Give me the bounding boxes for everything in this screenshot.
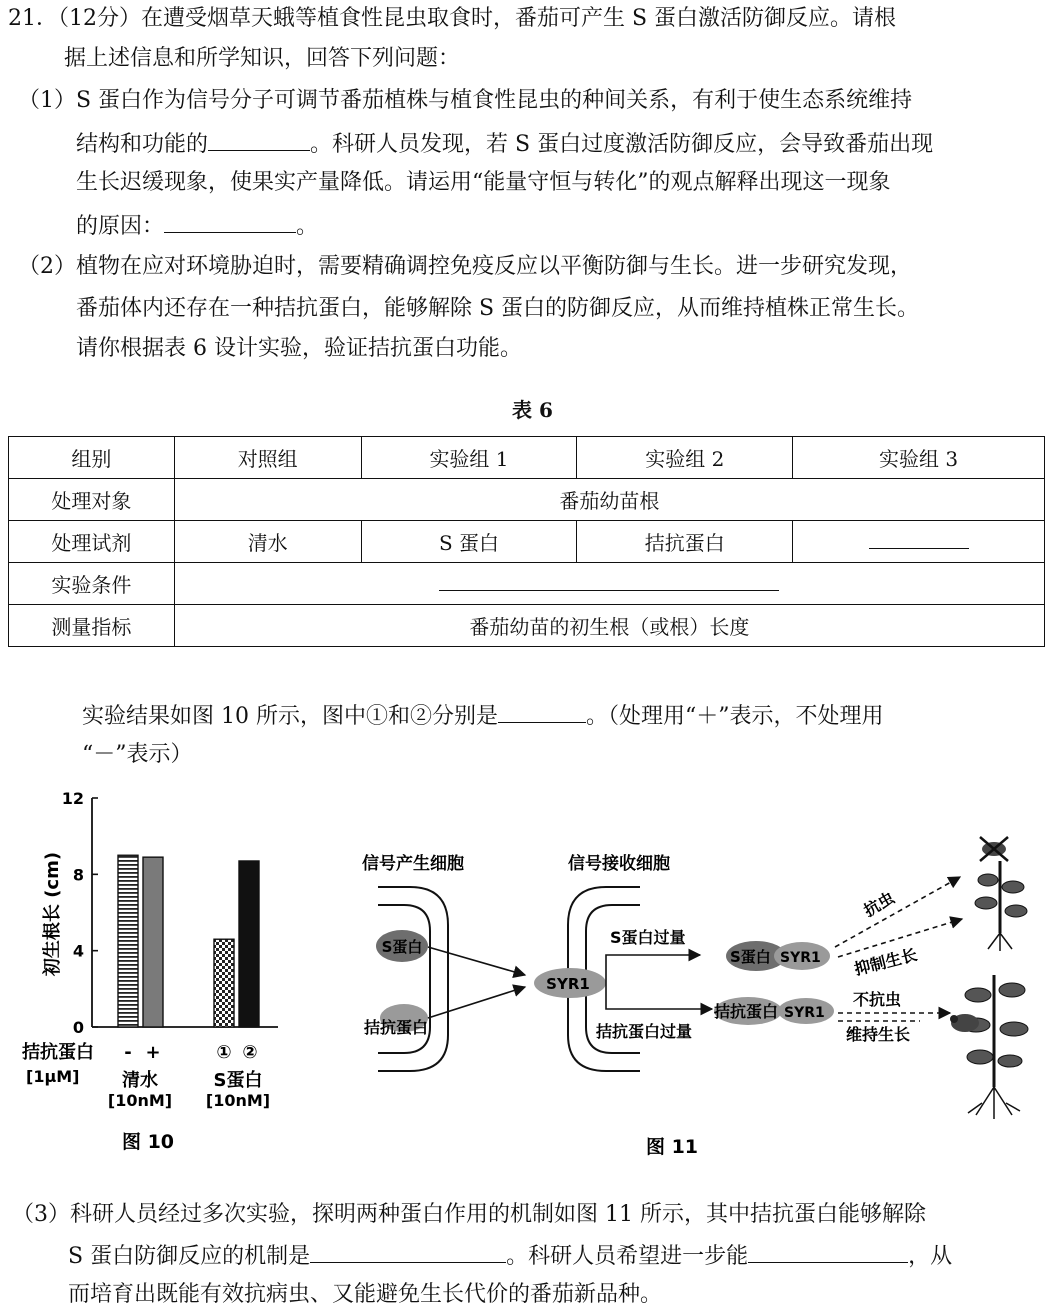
- question-intro-line-1: 21．（12分）在遭受烟草天蛾等植食性昆虫取食时，番茄可产生 S 蛋白激活防御反应。请根: [8, 6, 897, 31]
- bar-清水-0: [118, 855, 138, 1027]
- x-row-label: 拮抗蛋白: [22, 1042, 94, 1063]
- plant-icon-lower: [962, 975, 1028, 1119]
- y-tick-label: 8: [72, 865, 84, 885]
- table-cell[interactable]: [793, 521, 1045, 563]
- result-text: 。（处理用“＋”表示，不处理用: [585, 704, 884, 729]
- table-cell[interactable]: [174, 563, 1044, 605]
- part3-line-3: 而培育出既能有效抗病虫、又能避免生长代价的番茄新品种。: [68, 1282, 663, 1307]
- group-unit: [10nM]: [107, 1091, 173, 1110]
- category-label: ②: [242, 1042, 258, 1063]
- answer-blank-2[interactable]: [164, 210, 296, 233]
- result-line-2: “－”表示）: [82, 742, 193, 767]
- answer-blank-3[interactable]: [498, 700, 586, 723]
- s-to-receptor-arrow: [428, 947, 525, 975]
- plant-icon-upper: [975, 861, 1027, 951]
- answer-blank-reagent[interactable]: [869, 532, 969, 549]
- table-row: [9, 563, 1045, 605]
- table6-caption: 表 6: [512, 398, 553, 422]
- table-row-label: 实验条件: [9, 563, 175, 605]
- no-resist-label: 不抗虫: [853, 990, 902, 1009]
- table-row: [9, 437, 1045, 479]
- inhibit-label: 抑制生长: [852, 944, 920, 979]
- complex-a-receptor-label: SYR1: [784, 1005, 825, 1021]
- part1-line-3: 生长迟缓现象，使果实产量降低。请运用“能量守恒与转化”的观点解释出现这一现象: [76, 170, 891, 195]
- part3-text: ，从: [908, 1244, 953, 1269]
- antagonist-excess-label: 拮抗蛋白过量: [596, 1022, 693, 1041]
- table-cell: 番茄幼苗的初生根（或根）长度: [174, 605, 1044, 647]
- part3-line-1: （3）科研人员经过多次实验，探明两种蛋白作用的机制如图 11 所示，其中拮抗蛋白能够解除: [12, 1202, 926, 1227]
- part2-line-3: 请你根据表 6 设计实验，验证拮抗蛋白功能。: [76, 336, 522, 361]
- question-intro-line-2: 据上述信息和所学知识，回答下列问题：: [64, 46, 461, 71]
- part2-line-2: 番茄体内还存在一种拮抗蛋白，能够解除 S 蛋白的防御反应，从而维持植株正常生长。: [76, 296, 920, 321]
- branch-upper-arrow: [606, 955, 700, 983]
- table-header-cell: 实验组 2: [577, 437, 793, 479]
- part3-line-2: [68, 1240, 952, 1272]
- table-cell: S 蛋白: [361, 521, 577, 563]
- figure11-diagram: [300, 825, 1050, 1165]
- answer-blank-5[interactable]: [748, 1240, 908, 1263]
- signal-cell-label: 信号产生细胞: [362, 854, 464, 874]
- category-label: ①: [216, 1042, 232, 1063]
- bar-清水-1: [143, 857, 163, 1027]
- answer-blank-condition[interactable]: [439, 576, 779, 591]
- receive-cell-label: 信号接收细胞: [568, 854, 670, 874]
- table-header-cell: 实验组 3: [793, 437, 1045, 479]
- part1-text: 的原因：: [76, 214, 165, 239]
- y-tick-label: 12: [61, 789, 84, 808]
- result-line-1: [82, 700, 883, 732]
- figure11-caption: 图 11: [645, 1136, 699, 1158]
- table-row-label: 处理试剂: [9, 521, 175, 563]
- result-text: 实验结果如图 10 所示，图中①和②分别是: [82, 704, 498, 729]
- complex-s-receptor-label: SYR1: [780, 950, 821, 966]
- part3-text: 。科研人员希望进一步能: [506, 1244, 749, 1269]
- branch-lower-arrow: [606, 983, 712, 1009]
- antagonist-label: 拮抗蛋白: [364, 1018, 429, 1037]
- part1-line-1: （1）S 蛋白作为信号分子可调节番茄植株与植食性昆虫的种间关系，有利于使生态系统维持: [18, 88, 913, 113]
- answer-blank-1[interactable]: [208, 128, 310, 151]
- figure10-chart: [0, 780, 300, 1160]
- complex-s-label: S蛋白: [730, 948, 771, 966]
- part1-line-2: [76, 128, 933, 160]
- bar-S蛋白-0: [214, 939, 234, 1027]
- part2-line-1: （2）植物在应对环境胁迫时，需要精确调控免疫反应以平衡防御与生长。进一步研究发现，: [18, 254, 913, 279]
- table-header-cell: 组别: [9, 437, 175, 479]
- part1-text: 结构和功能的: [76, 132, 209, 157]
- table6: [8, 436, 1045, 647]
- table-cell: 拮抗蛋白: [577, 521, 793, 563]
- category-label: +: [145, 1042, 161, 1063]
- s-protein-label: S蛋白: [381, 938, 423, 956]
- group-label: S蛋白: [213, 1070, 263, 1091]
- category-label: -: [124, 1042, 132, 1063]
- table-row-label: 测量指标: [9, 605, 175, 647]
- insect-crossed-icon: [980, 837, 1008, 861]
- complex-a-label: 拮抗蛋白: [714, 1002, 779, 1021]
- s-excess-label: S蛋白过量: [610, 928, 686, 947]
- part1-text: 。科研人员发现，若 S 蛋白过度激活防御反应，会导致番茄出现: [310, 132, 934, 157]
- signal-cell-membrane: [378, 887, 448, 1071]
- x-row-unit: [1μM]: [26, 1067, 80, 1086]
- answer-blank-4[interactable]: [310, 1240, 506, 1263]
- resist-label: 抗虫: [860, 888, 898, 921]
- part1-line-4: [76, 210, 318, 242]
- insect-icon: [950, 1014, 979, 1032]
- figure10-caption: 图 10: [121, 1131, 175, 1153]
- table-header-cell: 对照组: [174, 437, 361, 479]
- y-axis-label: 初生根长 (cm): [42, 851, 63, 977]
- group-unit: [10nM]: [205, 1091, 271, 1110]
- table-row: [9, 521, 1045, 563]
- table-cell: 清水: [174, 521, 361, 563]
- maintain-label: 维持生长: [846, 1025, 911, 1044]
- y-tick-label: 4: [72, 941, 84, 961]
- receptor-label: SYR1: [546, 975, 590, 993]
- resist-arrow: [835, 877, 960, 947]
- y-tick-label: 0: [72, 1018, 84, 1037]
- group-label: 清水: [122, 1070, 158, 1091]
- table-row: [9, 479, 1045, 521]
- bar-S蛋白-1: [239, 861, 259, 1027]
- part1-text: 。: [296, 214, 319, 239]
- table-row-label: 处理对象: [9, 479, 175, 521]
- table-cell: 番茄幼苗根: [174, 479, 1044, 521]
- table-header-cell: 实验组 1: [361, 437, 577, 479]
- table-row: [9, 605, 1045, 647]
- antagonist-to-receptor-arrow: [428, 987, 525, 1018]
- part3-text: S 蛋白防御反应的机制是: [68, 1244, 311, 1269]
